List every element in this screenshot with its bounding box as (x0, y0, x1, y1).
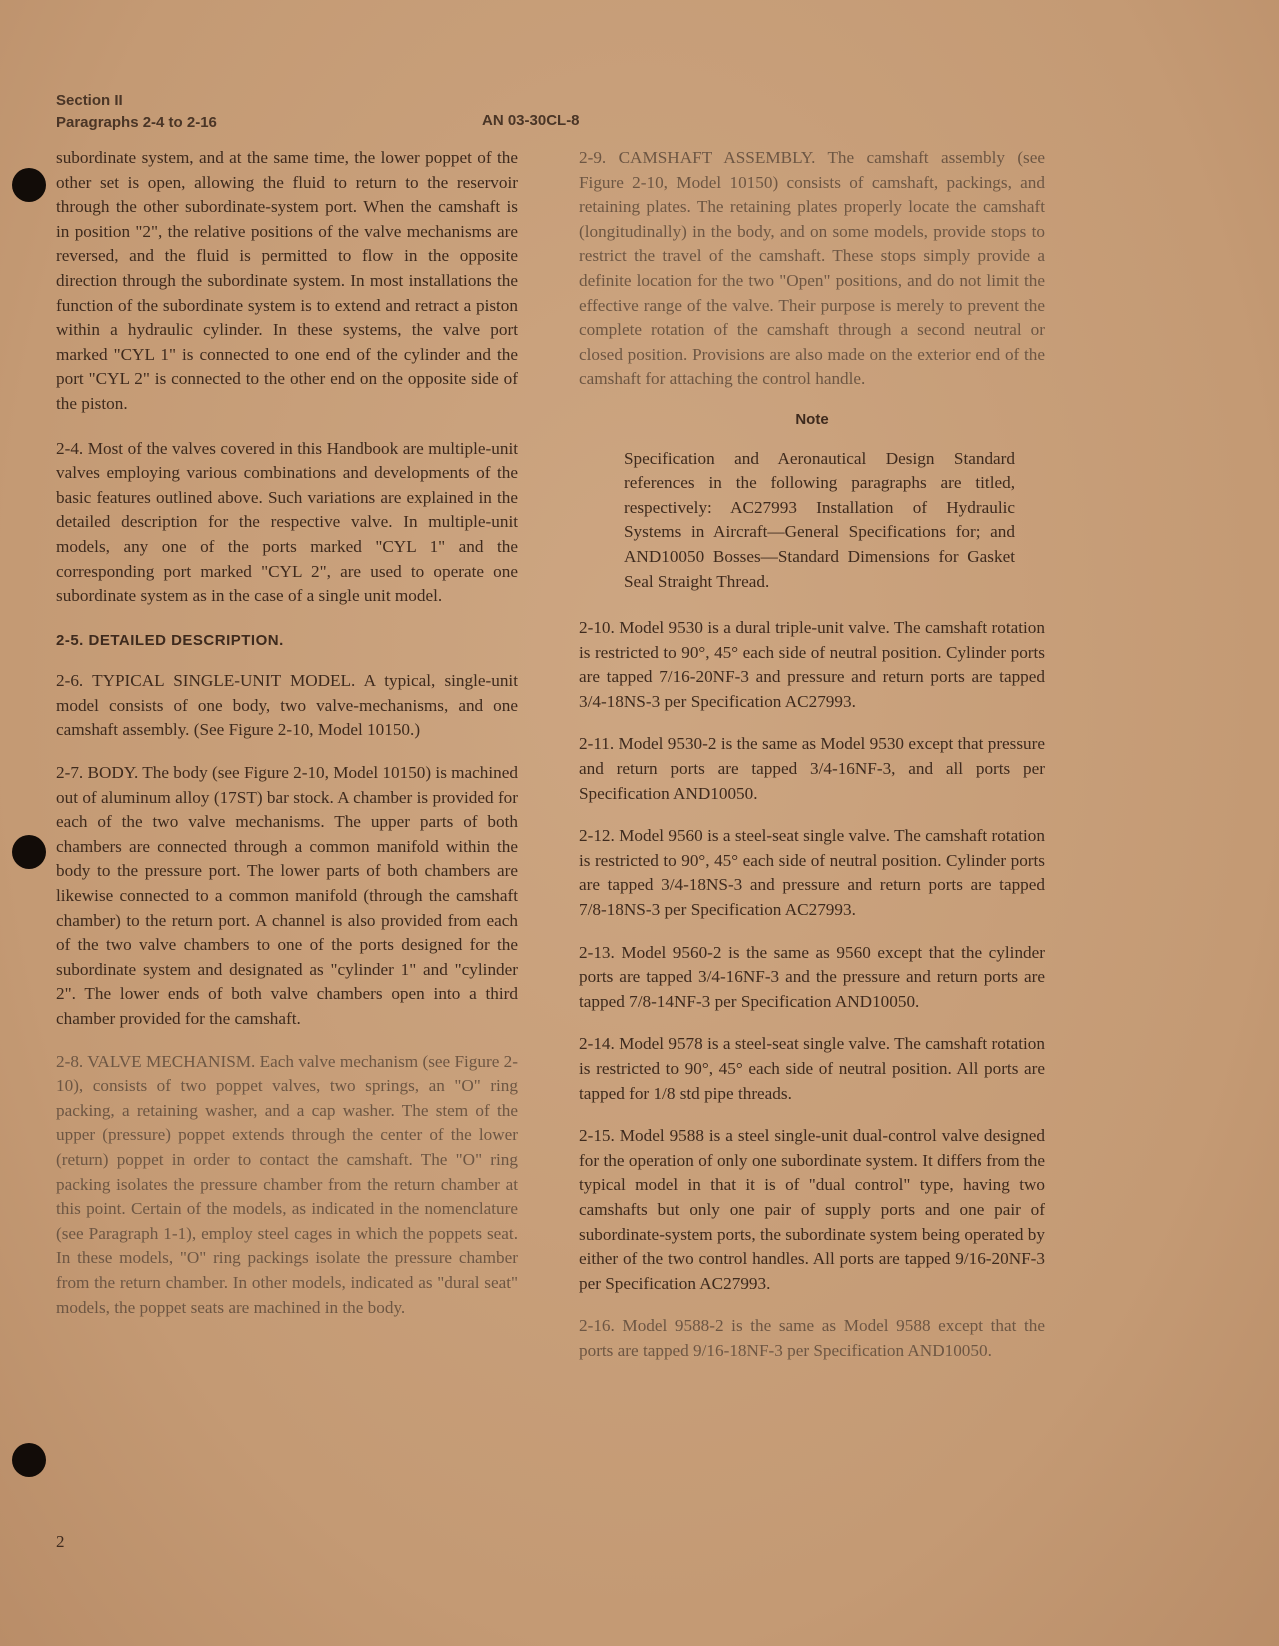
section-heading-2-5: 2-5. DETAILED DESCRIPTION. (56, 631, 284, 649)
paragraph-2-15: 2-15. Model 9588 is a steel single-unit dual-control valve designed for the operation of only one subordinate system. It differs from the typical model in that it is of "dual control" type, having two camshafts but only one pair of supply ports and one pair of subordinate-system ports, the subordinate system being operated by either of the two control handles. All ports are tapped 9/16-20NF-3 per Specification AC27993. (579, 1126, 1045, 1293)
paragraph-2-11: 2-11. Model 9530-2 is the same as Model 9530 except that pressure and return ports are tapped 3/4-16NF-3, and all ports per Specification AND10050. (579, 734, 1045, 803)
document-number: AN 03-30CL-8 (482, 112, 580, 129)
paragraph-2-7: 2-7. BODY. The body (see Figure 2-10, Model 10150) is machined out of aluminum alloy (17ST) bar stock. A chamber is provided for each of the two valve mechanisms. The upper parts of both chambers are connected through a common manifold within the body to the pressure port. The lower parts of both chambers are likewise connected to a common manifold (through the camshaft chamber) to the return port. A channel is also provided from each of the two valve chambers to one of the ports designed for the subordinate system and designated as "cylinder 1" and "cylinder 2". The lower ends of both valve chambers open into a third chamber provided for the camshaft. (56, 763, 518, 1028)
binder-hole (12, 1443, 46, 1477)
paragraph-2-12: 2-12. Model 9560 is a steel-seat single valve. The camshaft rotation is restricted to 90°, 45° each side of neutral position. Cylinder ports are tapped 3/4-18NS-3 and pressure and return ports are tapped 7/8-18NS-3 per Specification AC27993. (579, 826, 1045, 920)
binder-hole (12, 835, 46, 869)
note-text: Specification and Aeronautical Design Standard references in the following paragraphs are titled, respectively: AC27993 Installation of Hydraulic Systems in Aircraft—General Specifications for; and AND10050 Bosses—Standard Dimensions for Gasket Seal Straight Thread. (624, 448, 1015, 591)
binder-hole (12, 168, 46, 202)
paragraph-continuation: subordinate system, and at the same time, the lower poppet of the other set is open, allowing the fluid to return to the reservoir through the other subordinate-system port. When the camshaft is in position "2", the relative positions of the valve mechanisms are reversed, and the fluid is permitted to flow in the opposite direction through the subordinate system. In most installations the function of the subordinate system is to extend and retract a piston within a hydraulic cylinder. In these systems, the valve port marked "CYL 1" is connected to one end of the cylinder and the port "CYL 2" is connected to the other end on the opposite side of the piston. (56, 148, 518, 413)
paragraph-2-4: 2-4. Most of the valves covered in this Handbook are multiple-unit valves employing various combinations and developments of the basic features outlined above. Such variations are explained in the detailed description for the respective valve. In multiple-unit models, any one of the ports marked "CYL 1" and the corresponding port marked "CYL 2", are used to operate one subordinate system as in the case of a single unit model. (56, 438, 518, 606)
paragraph-2-8: 2-8. VALVE MECHANISM. Each valve mechanism (see Figure 2-10), consists of two poppet valves, two springs, an "O" ring packing, a retaining washer, and a cap washer. The stem of the upper (pressure) poppet extends through the center of the lower (return) poppet in order to contact the camshaft. The "O" ring packing isolates the pressure chamber from the return chamber at this point. Certain of the models, as indicated in the nomenclature (see Paragraph 1-1), employ steel cages in which the poppets seat. In these models, "O" ring packings isolate the pressure chamber from the return chamber. In other models, indicated as "dural seat" models, the poppet seats are machined in the body. (56, 1051, 518, 1317)
paragraph-range: Paragraphs 2-4 to 2-16 (56, 114, 217, 131)
left-column (56, 146, 518, 1330)
paragraph-2-16: 2-16. Model 9588-2 is the same as Model 9588 except that the ports are tapped 9/16-18NF-3 per Specification AND10050. (579, 1316, 1045, 1360)
paragraph-2-10: 2-10. Model 9530 is a dural triple-unit valve. The camshaft rotation is restricted to 90°, 45° each side of neutral position. Cylinder ports are tapped 7/16-20NF-3 and pressure and return ports are tapped 3/4-18NS-3 per Specification AC27993. (579, 618, 1045, 711)
page-number: 2 (56, 1532, 65, 1551)
note-title: Note (795, 410, 829, 428)
paragraph-2-13: 2-13. Model 9560-2 is the same as 9560 except that the cylinder ports are tapped 3/4-16NF-3 and the pressure and return ports are tapped 7/8-14NF-3 per Specification AND10050. (579, 942, 1045, 1011)
right-column (579, 146, 1045, 1374)
paragraph-2-14: 2-14. Model 9578 is a steel-seat single valve. The camshaft rotation is restricted to 90°, 45° each side of neutral position. All ports are tapped for 1/8 std pipe threads. (579, 1034, 1045, 1103)
section-label: Section II (56, 92, 123, 109)
paragraph-2-9: 2-9. CAMSHAFT ASSEMBLY. The camshaft assembly (see Figure 2-10, Model 10150) consists of camshaft, packings, and retaining plates. The retaining plates properly locate the camshaft (longitudinally) in the body, and on some models, provide stops to restrict the travel of the camshaft. These stops simply provide a definite location for the two "Open" positions, and do not limit the effective range of the valve. Their purpose is merely to prevent the complete rotation of the camshaft through a second neutral or closed position. Provisions are also made on the exterior end of the camshaft for attaching the control handle. (579, 148, 1045, 389)
paragraph-2-6: 2-6. TYPICAL SINGLE-UNIT MODEL. A typical, single-unit model consists of one body, two valve-mechanisms, and one camshaft assembly. (See Figure 2-10, Model 10150.) (56, 671, 518, 740)
